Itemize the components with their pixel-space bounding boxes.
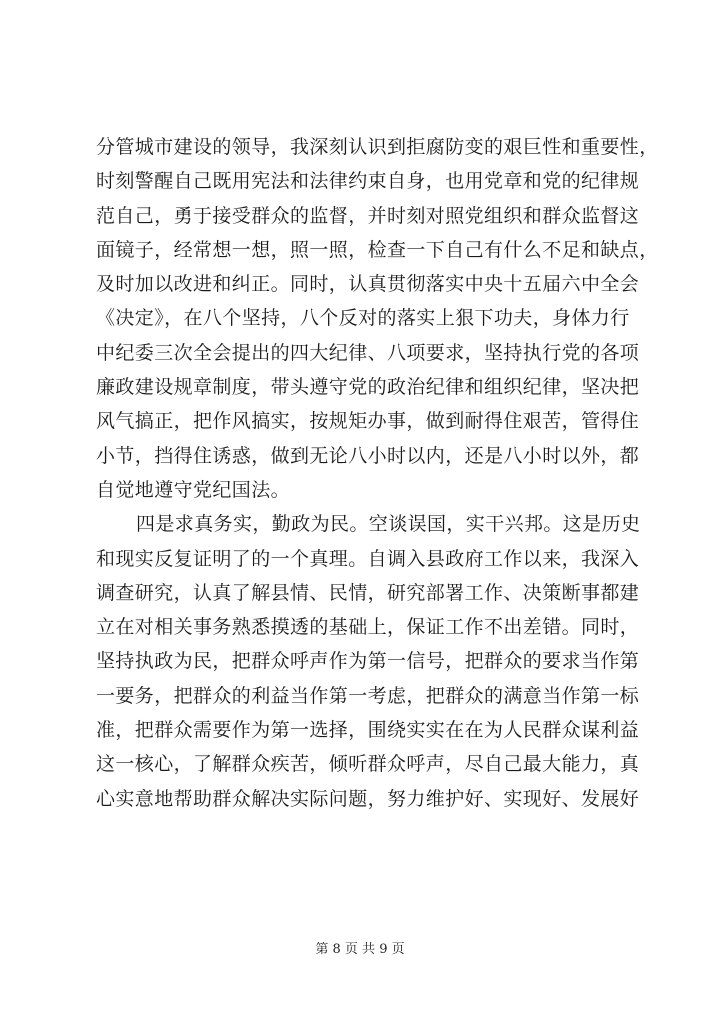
text-line: 廉政建设规章制度，带头遵守党的政治纪律和组织纪律，坚决把 <box>96 376 640 399</box>
page-footer <box>0 938 720 957</box>
page-number: 第 8 页 共 9 页 <box>315 942 405 957</box>
text-line: 一要务，把群众的利益当作第一考虑，把群众的满意当作第一标 <box>96 684 640 707</box>
text-line: 面镜子，经常想一想，照一照，检查一下自己有什么不足和缺点， <box>96 238 659 261</box>
text-line: 小节，挡得住诱惑，做到无论八小时以内，还是八小时以外，都 <box>96 444 640 467</box>
text-line: 准，把群众需要作为第一选择，围绕实实在在为人民群众谋利益 <box>96 719 640 742</box>
text-line: 范自己，勇于接受群众的监督，并时刻对照党组织和群众监督这 <box>96 204 640 227</box>
body-text <box>96 130 659 816</box>
text-line: 中纪委三次全会提出的四大纪律、八项要求，坚持执行党的各项 <box>96 341 640 364</box>
text-line: 立在对相关事务熟悉摸透的基础上，保证工作不出差错。同时， <box>96 616 640 639</box>
text-line: 自觉地遵守党纪国法。 <box>96 478 291 501</box>
text-line: 坚持执政为民，把群众呼声作为第一信号，把群众的要求当作第 <box>96 650 640 673</box>
text-line: 分管城市建设的领导，我深刻认识到拒腐防变的艰巨性和重要性， <box>96 136 659 158</box>
text-line: 四是求真务实，勤政为民。空谈误国，实干兴邦。这是历史 <box>136 513 641 536</box>
paragraph-1 <box>96 130 659 507</box>
text-line: 及时加以改进和纠正。同时，认真贯彻落实中央十五届六中全会 <box>96 273 640 296</box>
text-line: 风气搞正，把作风搞实，按规矩办事，做到耐得住艰苦，管得住 <box>96 410 640 433</box>
text-line: 和现实反复证明了的一个真理。自调入县政府工作以来，我深入 <box>96 547 640 570</box>
paragraph-2 <box>96 507 656 816</box>
text-line: 这一核心，了解群众疾苦，倾听群众呼声，尽自己最大能力，真 <box>96 753 640 776</box>
text-line: 调查研究，认真了解县情、民情，研究部署工作、决策断事都建 <box>96 581 640 604</box>
text-line: 《决定》，在八个坚持，八个反对的落实上狠下功夫，身体力行 <box>96 307 630 330</box>
text-line: 心实意地帮助群众解决实际问题，努力维护好、实现好、发展好 <box>96 787 640 810</box>
text-line: 时刻警醒自己既用宪法和法律约束自身，也用党章和党的纪律规 <box>96 170 640 193</box>
